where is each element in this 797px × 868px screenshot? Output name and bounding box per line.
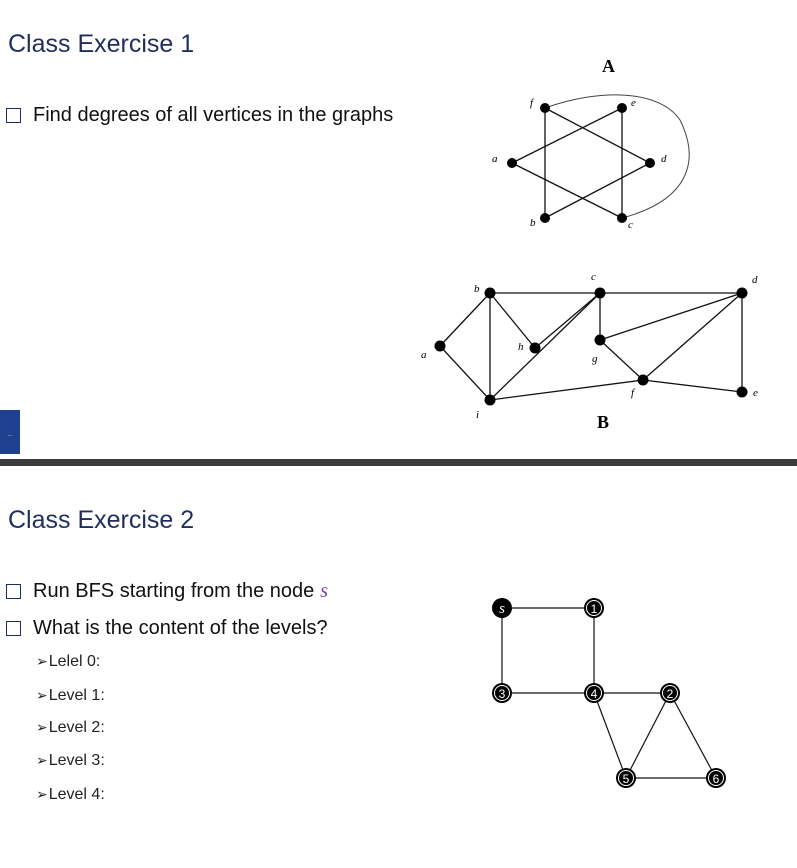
svg-text:f: f bbox=[631, 387, 635, 399]
graph-b-vertex-d bbox=[737, 288, 748, 299]
bullet-text: Run BFS starting from the node bbox=[33, 580, 315, 602]
graph-b-vertex-f bbox=[638, 375, 649, 386]
bfs-node-6 bbox=[706, 768, 726, 788]
svg-text:i: i bbox=[476, 409, 480, 421]
bfs-node-5 bbox=[616, 768, 636, 788]
level-2-item: ➢Level 2: bbox=[36, 719, 105, 736]
svg-text:e: e bbox=[753, 387, 758, 399]
svg-text:b: b bbox=[474, 283, 480, 295]
bfs-node-4 bbox=[584, 683, 604, 703]
svg-text:6: 6 bbox=[712, 772, 720, 786]
graph-b-vertex-i bbox=[485, 395, 496, 406]
graph-b-vertex-g bbox=[595, 335, 606, 346]
graph-a-edge-curve bbox=[545, 95, 689, 218]
slide-title: Class Exercise 1 bbox=[8, 30, 195, 58]
graph-b-vertex-h bbox=[530, 343, 541, 354]
graph-a-edge bbox=[512, 163, 622, 218]
graph-a-vertex-f bbox=[540, 103, 550, 113]
level-0-item: ➢Lelel 0: bbox=[36, 653, 101, 670]
graph-a-vertex-d bbox=[645, 158, 655, 168]
svg-text:s: s bbox=[499, 601, 505, 617]
graph-a-label-f: f bbox=[530, 97, 534, 109]
svg-text:g: g bbox=[592, 353, 598, 365]
slide-divider bbox=[0, 459, 797, 466]
graph-a-title: A bbox=[602, 56, 615, 76]
graph-a-vertex-b bbox=[540, 213, 550, 223]
graph-b-vertex-b bbox=[485, 288, 496, 299]
graph-b-title: B bbox=[597, 412, 610, 432]
level-1-item: ➢Level 1: bbox=[36, 687, 105, 704]
graph-a-label-e: e bbox=[631, 97, 636, 109]
graph-a-edge bbox=[545, 108, 650, 163]
bfs-node-1 bbox=[584, 598, 604, 618]
arrow-bullet-icon: ➢ bbox=[36, 752, 48, 768]
svg-text:5: 5 bbox=[622, 772, 630, 786]
graph-b bbox=[421, 271, 758, 432]
graph-a-edge bbox=[512, 108, 622, 163]
arrow-bullet-icon: ➢ bbox=[36, 719, 48, 735]
level-4-item: ➢Level 4: bbox=[36, 786, 105, 803]
bullet-text: Find degrees of all vertices in the graphs bbox=[33, 104, 394, 126]
graph-a-label-d: d bbox=[661, 153, 667, 165]
graph-b-vertex-a bbox=[435, 341, 446, 352]
bfs-graph bbox=[0, 466, 797, 868]
arrow-bullet-icon: ➢ bbox=[36, 653, 48, 669]
graph-a bbox=[492, 56, 689, 231]
level-3-item: ➢Level 3: bbox=[36, 752, 105, 769]
graph-a-vertex-a bbox=[507, 158, 517, 168]
graph-a-label-c: c bbox=[628, 219, 633, 231]
slide-title: Class Exercise 2 bbox=[8, 506, 195, 534]
arrow-bullet-icon: ➢ bbox=[36, 786, 48, 802]
svg-text:4: 4 bbox=[590, 687, 598, 701]
slide-exercise-2 bbox=[0, 466, 797, 868]
bfs-node-s bbox=[492, 598, 512, 618]
svg-text:1: 1 bbox=[590, 602, 598, 616]
graph-b-vertex-c bbox=[595, 288, 606, 299]
svg-text:2: 2 bbox=[666, 687, 674, 701]
graph-b-vertex-e bbox=[737, 387, 748, 398]
graph-a-vertex-c bbox=[617, 213, 627, 223]
bullet-text: What is the content of the levels? bbox=[33, 617, 328, 639]
svg-text:a: a bbox=[421, 349, 427, 361]
bfs-node-2 bbox=[660, 683, 680, 703]
bfs-node-3 bbox=[492, 683, 512, 703]
arrow-bullet-icon: ➢ bbox=[36, 687, 48, 703]
node-s-variable: s bbox=[320, 580, 329, 602]
graph-a-edge bbox=[545, 163, 650, 218]
graph-a-label-a: a bbox=[492, 153, 498, 165]
svg-text:3: 3 bbox=[498, 687, 506, 701]
university-logo: ... bbox=[0, 410, 20, 454]
graph-a-vertex-e bbox=[617, 103, 627, 113]
svg-text:d: d bbox=[752, 274, 758, 286]
svg-text:c: c bbox=[591, 271, 596, 283]
svg-text:h: h bbox=[518, 341, 524, 353]
graph-a-label-b: b bbox=[530, 217, 536, 229]
